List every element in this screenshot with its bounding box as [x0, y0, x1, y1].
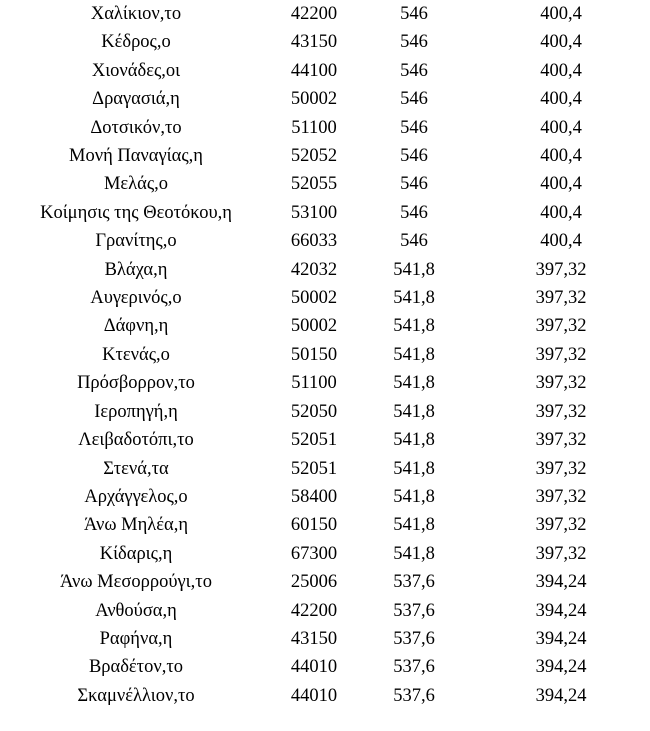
table-row — [0, 85, 650, 113]
postal-code: 44100 — [290, 60, 338, 81]
table-row — [0, 653, 650, 681]
settlement-name: Άνω Μεσορρούγι,το — [60, 572, 212, 593]
postal-code: 43150 — [290, 628, 338, 649]
settlement-name: Αυγερινός,ο — [90, 288, 182, 309]
value-1: 541,8 — [393, 430, 435, 451]
value-1: 541,8 — [393, 458, 435, 479]
value-2: 394,24 — [535, 600, 587, 621]
postal-code: 50150 — [290, 344, 338, 365]
postal-code: 60150 — [290, 515, 338, 536]
value-1: 541,8 — [393, 288, 435, 309]
value-1: 541,8 — [393, 373, 435, 394]
settlement-name: Μελάς,ο — [103, 174, 169, 195]
table-row — [0, 341, 650, 369]
value-1: 546 — [400, 146, 428, 167]
postal-code: 66033 — [290, 231, 338, 252]
postal-code: 50002 — [290, 89, 338, 110]
settlement-name: Μονή Παναγίας,η — [69, 146, 203, 167]
value-1: 546 — [400, 174, 428, 195]
settlement-name: Βλάχα,η — [104, 259, 168, 280]
postal-code: 52051 — [290, 430, 338, 451]
value-2: 400,4 — [540, 60, 582, 81]
value-2: 400,4 — [540, 174, 582, 195]
settlement-name: Γρανίτης,ο — [95, 231, 177, 252]
table-row — [0, 597, 650, 625]
settlement-name: Ανθούσα,η — [95, 600, 177, 621]
value-1: 546 — [400, 4, 428, 24]
value-1: 546 — [400, 60, 428, 81]
value-2: 400,4 — [540, 202, 582, 223]
settlement-name: Δραγασιά,η — [92, 89, 180, 110]
value-2: 394,24 — [535, 572, 587, 593]
settlement-name: Κοίμησις της Θεοτόκου,η — [40, 202, 232, 223]
settlement-name: Λειβαδοτόπι,το — [78, 430, 194, 451]
value-1: 541,8 — [393, 259, 435, 280]
postal-code: 44010 — [290, 657, 338, 678]
value-2: 397,32 — [535, 344, 587, 365]
value-2: 400,4 — [540, 89, 582, 110]
value-2: 397,32 — [535, 543, 587, 564]
table-row — [0, 455, 650, 483]
settlement-name: Κίδαρις,η — [99, 543, 173, 564]
value-1: 537,6 — [393, 657, 435, 678]
table-row — [0, 398, 650, 426]
table-row — [0, 170, 650, 198]
value-1: 546 — [400, 231, 428, 252]
settlement-name: Δοτσικόν,το — [90, 117, 182, 138]
postal-code: 50002 — [290, 288, 338, 309]
postal-code: 42200 — [290, 600, 338, 621]
table-row — [0, 57, 650, 85]
settlement-name: Κέδρος,ο — [101, 32, 171, 53]
table-row — [0, 682, 650, 710]
settlement-name: Πρόσβορρον,το — [77, 373, 195, 394]
settlement-name: Σκαμνέλλιον,το — [77, 685, 195, 706]
table-row — [0, 28, 650, 56]
table-row — [0, 284, 650, 312]
table-row — [0, 369, 650, 397]
value-1: 537,6 — [393, 600, 435, 621]
value-2: 400,4 — [540, 117, 582, 138]
postal-code: 52051 — [290, 458, 338, 479]
table-row — [0, 568, 650, 596]
value-1: 541,8 — [393, 486, 435, 507]
value-2: 394,24 — [535, 657, 587, 678]
postal-code: 42200 — [290, 4, 338, 24]
postal-code: 52052 — [290, 146, 338, 167]
value-1: 546 — [400, 202, 428, 223]
postal-code: 51100 — [291, 373, 337, 394]
value-1: 541,8 — [393, 515, 435, 536]
value-2: 397,32 — [535, 458, 587, 479]
settlement-name: Βραδέτον,το — [88, 657, 184, 678]
table-row — [0, 312, 650, 340]
postal-code: 52055 — [290, 174, 338, 195]
value-2: 400,4 — [540, 32, 582, 53]
settlement-name: Δάφνη,η — [103, 316, 169, 337]
value-2: 397,32 — [535, 259, 587, 280]
table-row — [0, 256, 650, 284]
postal-code: 43150 — [290, 32, 338, 53]
value-1: 541,8 — [393, 543, 435, 564]
table-row — [0, 540, 650, 568]
table-row — [0, 483, 650, 511]
settlement-name: Κτενάς,ο — [102, 344, 170, 365]
settlement-name: Στενά,τα — [103, 458, 169, 479]
table-row — [0, 227, 650, 255]
postal-code: 42032 — [290, 259, 338, 280]
postal-code: 50002 — [290, 316, 338, 337]
value-2: 397,32 — [535, 316, 587, 337]
settlement-name: Χαλίκιον,το — [90, 4, 182, 24]
table-row — [0, 142, 650, 170]
table-row — [0, 426, 650, 454]
settlement-name: Ιεροπηγή,η — [94, 401, 178, 422]
value-2: 400,4 — [540, 146, 582, 167]
value-2: 397,32 — [535, 486, 587, 507]
value-1: 541,8 — [393, 401, 435, 422]
value-1: 541,8 — [393, 316, 435, 337]
value-1: 541,8 — [393, 344, 435, 365]
value-1: 537,6 — [393, 685, 435, 706]
value-1: 537,6 — [393, 572, 435, 593]
value-2: 400,4 — [540, 231, 582, 252]
settlement-name: Χιονάδες,οι — [91, 60, 181, 81]
settlement-name: Αρχάγγελος,ο — [84, 486, 188, 507]
table-row — [0, 0, 650, 28]
table-row — [0, 114, 650, 142]
settlement-name: Ραφήνα,η — [99, 628, 173, 649]
table-row — [0, 625, 650, 653]
value-2: 397,32 — [535, 430, 587, 451]
postal-code: 67300 — [290, 543, 338, 564]
value-2: 397,32 — [535, 515, 587, 536]
value-2: 397,32 — [535, 401, 587, 422]
postal-code: 52050 — [290, 401, 338, 422]
table-row — [0, 199, 650, 227]
value-2: 394,24 — [535, 628, 587, 649]
value-1: 546 — [400, 89, 428, 110]
postal-code: 58400 — [290, 486, 338, 507]
postal-code: 44010 — [290, 685, 338, 706]
value-1: 537,6 — [393, 628, 435, 649]
postal-code: 51100 — [291, 117, 337, 138]
value-2: 394,24 — [535, 685, 587, 706]
settlement-name: Άνω Μηλέα,η — [83, 515, 188, 536]
value-1: 546 — [400, 117, 428, 138]
value-2: 397,32 — [535, 288, 587, 309]
postal-code: 53100 — [290, 202, 338, 223]
postal-code: 25006 — [290, 572, 338, 593]
value-2: 397,32 — [535, 373, 587, 394]
value-2: 400,4 — [540, 4, 582, 24]
value-1: 546 — [400, 32, 428, 53]
table-row — [0, 511, 650, 539]
